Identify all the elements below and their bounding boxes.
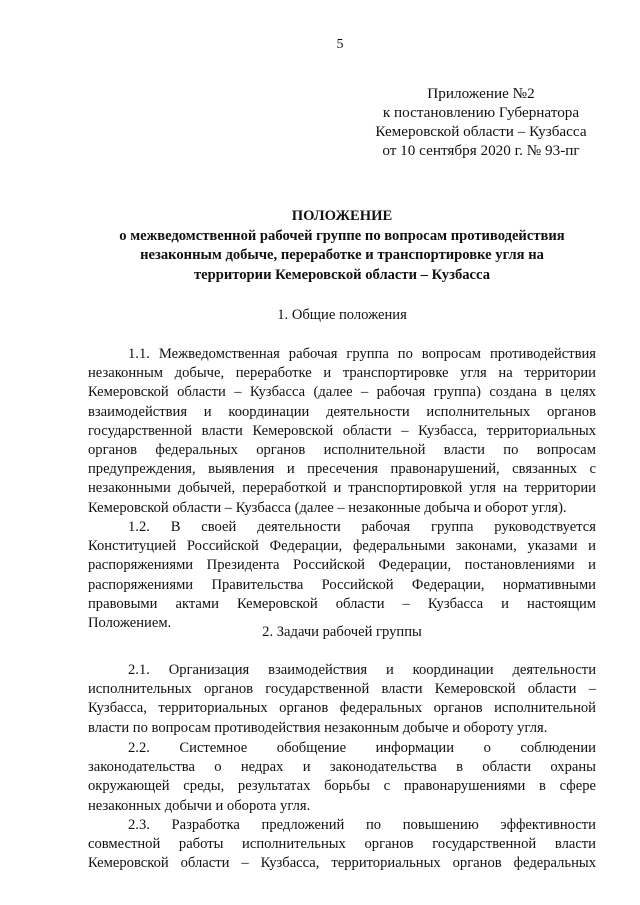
paragraph-line: Конституцией Российской Федерации, федеральными законами, указами и	[88, 538, 596, 555]
paragraph-line: совместной работы исполнительных органов государственной власти	[88, 836, 596, 853]
title-line: о межведомственной рабочей группе по вопросам противодействия	[119, 227, 565, 244]
paragraph-2-3	[88, 816, 596, 874]
document-title	[88, 207, 596, 285]
paragraph-line: окружающей среды, результатах борьбы с правонарушениями в сфере	[88, 778, 596, 795]
section-heading-2: 2. Задачи рабочей группы	[262, 624, 422, 640]
paragraph-line: исполнительных органов государственной власти Кемеровской области –	[88, 681, 596, 698]
appendix-line: Приложение №2	[427, 85, 535, 102]
paragraph-line: органов федеральных органов исполнительной власти по вопросам	[88, 441, 596, 458]
paragraph-line: 2.1. Организация взаимодействия и координации деятельности	[128, 662, 596, 678]
paragraph-line: распоряжениями Правительства Российской Федерации, нормативными	[88, 576, 596, 593]
paragraph-line: Кемеровской области – Кузбасса, территориальных органов федеральных	[88, 855, 596, 872]
section-heading-1: 1. Общие положения	[277, 307, 407, 323]
paragraph-line: Кемеровской области – Кузбасса (далее – незаконные добыча и оборот угля).	[88, 499, 567, 516]
paragraph-line: 1.2. В своей деятельности рабочая группа руководствуется	[128, 519, 596, 535]
paragraph-line: незаконных добычи и оборота угля.	[88, 797, 311, 814]
appendix-line: Кемеровской области – Кузбасса	[375, 123, 587, 140]
paragraph-line: власти по вопросам противодействия незаконным добыче и обороту угля.	[88, 719, 548, 736]
appendix-line: к постановлению Губернатора	[382, 104, 580, 121]
paragraph-line: Кузбасса, территориальных органов федеральных органов исполнительной	[88, 700, 596, 717]
paragraph-line: государственной власти Кемеровской области – Кузбасса, территориальных	[88, 422, 596, 439]
appendix-block	[356, 84, 606, 160]
paragraph-line: 2.2. Системное обобщение информации о соблюдении	[128, 740, 596, 756]
paragraph-line: 1.1. Межведомственная рабочая группа по вопросам противодействия	[128, 346, 596, 362]
paragraph-line: 2.3. Разработка предложений по повышению эффективности	[128, 817, 596, 833]
paragraph-line: незаконными добычей, переработкой и транспортировкой угля на территории	[88, 480, 596, 497]
paragraph-line: правовыми актами Кемеровской области – Кузбасса и настоящим	[88, 595, 596, 612]
paragraph-line: незаконным добыче, переработке и транспортировке угля на территории	[88, 365, 596, 382]
paragraph-line: Кемеровской области – Кузбасса (далее – рабочая группа) создана в целях	[88, 384, 596, 401]
paragraph-2-1	[88, 661, 596, 738]
paragraph-line: предупреждения, выявления и пресечения правонарушений, связанных с	[88, 461, 596, 478]
appendix-line: от 10 сентября 2020 г. № 93-пг	[382, 142, 580, 159]
paragraph-line: Положением.	[88, 614, 172, 631]
page-number: 5	[336, 37, 344, 52]
paragraph-1-1	[88, 345, 596, 518]
title-line: территории Кемеровской области – Кузбасса	[194, 266, 490, 283]
paragraph-line: взаимодействия и координации деятельности исполнительных органов	[88, 403, 596, 420]
paragraph-line: законодательства о недрах и законодательства в области охраны	[88, 759, 596, 776]
paragraph-line: распоряжениями Президента Российской Федерации, постановлениями и	[88, 557, 596, 574]
paragraph-2-2	[88, 739, 596, 816]
title-heading: ПОЛОЖЕНИЕ	[291, 208, 393, 224]
title-line: незаконным добыче, переработке и транспортировке угля на	[140, 247, 544, 263]
paragraph-1-2	[88, 518, 596, 633]
